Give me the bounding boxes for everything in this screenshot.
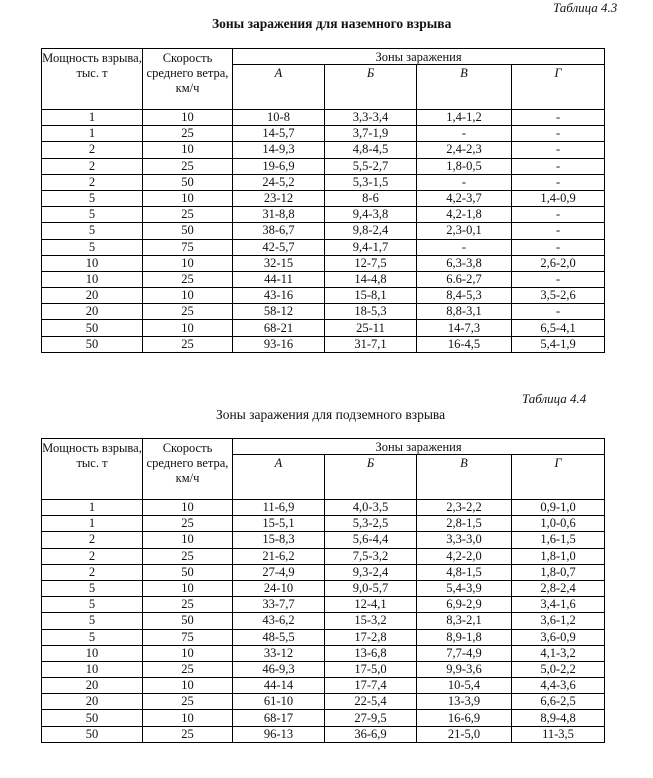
table-cell: 5,4-3,9	[417, 580, 512, 596]
table-cell: 9,4-1,7	[325, 239, 417, 255]
table-4-3-number: Таблица 4.3	[553, 0, 618, 15]
table-cell: 50	[42, 710, 143, 726]
table-cell: 96-13	[233, 726, 325, 742]
table-cell: 14-5,7	[233, 126, 325, 142]
table-cell: 25	[143, 271, 233, 287]
header-zone-a: А	[233, 455, 325, 500]
table-cell: 27-4,9	[233, 564, 325, 580]
table-cell: -	[417, 174, 512, 190]
table-cell: 3,6-1,2	[512, 613, 605, 629]
table-cell: 46-9,3	[233, 661, 325, 677]
table-cell: -	[512, 223, 605, 239]
table-cell: 4,0-3,5	[325, 500, 417, 516]
table-cell: 10	[143, 580, 233, 596]
header-power: Мощность взрыва, тыс. т	[42, 439, 143, 500]
table-cell: 10	[143, 255, 233, 271]
table-cell: -	[512, 174, 605, 190]
table-cell: -	[417, 239, 512, 255]
table-cell: 5,4-1,9	[512, 336, 605, 352]
table-row	[42, 516, 605, 532]
table-cell: -	[417, 126, 512, 142]
table-cell: 50	[143, 223, 233, 239]
table-cell: 44-11	[233, 271, 325, 287]
table-cell: 25	[143, 126, 233, 142]
table-cell: 33-7,7	[233, 597, 325, 613]
table-cell: 10	[143, 645, 233, 661]
table-row	[42, 694, 605, 710]
table-cell: 15-5,1	[233, 516, 325, 532]
table-cell: 31-8,8	[233, 207, 325, 223]
table-cell: 25	[143, 694, 233, 710]
header-zone-v: В	[417, 65, 512, 110]
table-cell: 48-5,5	[233, 629, 325, 645]
table-cell: 1,0-0,6	[512, 516, 605, 532]
table-cell: 8,9-1,8	[417, 629, 512, 645]
table-cell: 4,2-3,7	[417, 190, 512, 206]
table-cell: 10	[42, 271, 143, 287]
table-cell: 3,7-1,9	[325, 126, 417, 142]
header-zones: Зоны заражения	[233, 439, 605, 455]
table-row	[42, 336, 605, 352]
table-row	[42, 304, 605, 320]
header-zone-a: А	[233, 65, 325, 110]
table-cell: 10	[143, 190, 233, 206]
table-cell: 50	[143, 564, 233, 580]
table-cell: 4,2-1,8	[417, 207, 512, 223]
table-cell: 6,9-2,9	[417, 597, 512, 613]
table-row	[42, 190, 605, 206]
table-cell: 1	[42, 110, 143, 126]
table-cell: 17-7,4	[325, 678, 417, 694]
table-cell: 10-8	[233, 110, 325, 126]
table-row	[42, 645, 605, 661]
table-cell: 8,4-5,3	[417, 288, 512, 304]
table-cell: 15-8,3	[233, 532, 325, 548]
table-row	[42, 255, 605, 271]
table-cell: 14-4,8	[325, 271, 417, 287]
table-cell: 44-14	[233, 678, 325, 694]
table-cell: 5	[42, 629, 143, 645]
table-cell: 15-8,1	[325, 288, 417, 304]
table-cell: 93-16	[233, 336, 325, 352]
table-cell: 5	[42, 597, 143, 613]
table-cell: 15-3,2	[325, 613, 417, 629]
table-row	[42, 613, 605, 629]
ground-explosion-table	[41, 48, 605, 353]
table-cell: 14-7,3	[417, 320, 512, 336]
table-cell: 12-4,1	[325, 597, 417, 613]
table-cell: 25	[143, 304, 233, 320]
table-cell: 50	[42, 336, 143, 352]
table-row	[42, 726, 605, 742]
table-cell: 5,3-1,5	[325, 174, 417, 190]
header-zones: Зоны заражения	[233, 49, 605, 65]
table-cell: 1	[42, 516, 143, 532]
table-cell: 2,8-2,4	[512, 580, 605, 596]
table-cell: 21-5,0	[417, 726, 512, 742]
table-cell: 4,2-2,0	[417, 548, 512, 564]
table-cell: 2	[42, 142, 143, 158]
table-cell: 8,9-4,8	[512, 710, 605, 726]
table-row	[42, 288, 605, 304]
table-cell: 1	[42, 126, 143, 142]
table-cell: 10	[143, 678, 233, 694]
table-cell: -	[512, 110, 605, 126]
table-cell: 2	[42, 174, 143, 190]
table-row	[42, 597, 605, 613]
table-body	[42, 500, 605, 743]
table-cell: 24-10	[233, 580, 325, 596]
table-cell: 75	[143, 239, 233, 255]
table-cell: 38-6,7	[233, 223, 325, 239]
table-cell: 50	[42, 726, 143, 742]
header-wind-speed: Скорость среднего ветра, км/ч	[143, 49, 233, 110]
table-cell: 22-5,4	[325, 694, 417, 710]
header-wind-speed: Скорость среднего ветра, км/ч	[143, 439, 233, 500]
table-cell: 9,8-2,4	[325, 223, 417, 239]
table-cell: 14-9,3	[233, 142, 325, 158]
table-cell: 11-3,5	[512, 726, 605, 742]
table-row	[42, 580, 605, 596]
table-cell: 25	[143, 661, 233, 677]
table-row	[42, 320, 605, 336]
table-cell: -	[512, 207, 605, 223]
header-zone-b: Б	[325, 65, 417, 110]
table-cell: 9,0-5,7	[325, 580, 417, 596]
table-cell: 5	[42, 239, 143, 255]
table-body	[42, 110, 605, 353]
table-cell: 5	[42, 580, 143, 596]
table-cell: 32-15	[233, 255, 325, 271]
table-cell: 10	[143, 142, 233, 158]
table-cell: 25	[143, 158, 233, 174]
table-cell: 24-5,2	[233, 174, 325, 190]
table-cell: 42-5,7	[233, 239, 325, 255]
table-cell: 21-6,2	[233, 548, 325, 564]
table-cell: 3,4-1,6	[512, 597, 605, 613]
table-row	[42, 239, 605, 255]
table-cell: 13-6,8	[325, 645, 417, 661]
table-cell: -	[512, 271, 605, 287]
table-cell: 10-5,4	[417, 678, 512, 694]
table-cell: -	[512, 304, 605, 320]
table-row	[42, 661, 605, 677]
table-cell: 3,6-0,9	[512, 629, 605, 645]
table-cell: 1,6-1,5	[512, 532, 605, 548]
table-cell: 25	[143, 207, 233, 223]
table-row	[42, 710, 605, 726]
table-cell: 25	[143, 597, 233, 613]
table-cell: 2,3-2,2	[417, 500, 512, 516]
table-4-3-title: Зоны заражения для наземного взрыва	[212, 16, 452, 31]
table-cell: 5,0-2,2	[512, 661, 605, 677]
table-cell: -	[512, 158, 605, 174]
table-cell: 6,5-4,1	[512, 320, 605, 336]
table-cell: 1,8-1,0	[512, 548, 605, 564]
table-cell: 27-9,5	[325, 710, 417, 726]
table-cell: 20	[42, 288, 143, 304]
table-cell: 5,3-2,5	[325, 516, 417, 532]
table-row	[42, 223, 605, 239]
table-cell: 13-3,9	[417, 694, 512, 710]
table-cell: 8,3-2,1	[417, 613, 512, 629]
table-cell: 19-6,9	[233, 158, 325, 174]
table-cell: 17-2,8	[325, 629, 417, 645]
table-cell: 2	[42, 564, 143, 580]
table-cell: 4,8-4,5	[325, 142, 417, 158]
table-cell: 2	[42, 548, 143, 564]
table-cell: -	[512, 239, 605, 255]
table-cell: 5	[42, 223, 143, 239]
table-cell: 25	[143, 336, 233, 352]
table-cell: 1,4-0,9	[512, 190, 605, 206]
table-cell: 9,4-3,8	[325, 207, 417, 223]
table-cell: 10	[42, 661, 143, 677]
table-cell: 50	[143, 174, 233, 190]
table-cell: 18-5,3	[325, 304, 417, 320]
table-cell: 25-11	[325, 320, 417, 336]
table-cell: 10	[143, 500, 233, 516]
table-cell: 8-6	[325, 190, 417, 206]
table-cell: 5,6-4,4	[325, 532, 417, 548]
table-cell: 2,3-0,1	[417, 223, 512, 239]
table-cell: 11-6,9	[233, 500, 325, 516]
table-row	[42, 271, 605, 287]
table-cell: 23-12	[233, 190, 325, 206]
table-cell: 2	[42, 158, 143, 174]
table-cell: 20	[42, 694, 143, 710]
table-cell: 33-12	[233, 645, 325, 661]
header-zone-v: В	[417, 455, 512, 500]
table-cell: 4,8-1,5	[417, 564, 512, 580]
table-cell: 3,3-3,0	[417, 532, 512, 548]
table-cell: 10	[143, 110, 233, 126]
table-cell: 2	[42, 532, 143, 548]
table-cell: 10	[143, 710, 233, 726]
table-cell: 10	[143, 320, 233, 336]
table-row	[42, 110, 605, 126]
table-cell: 6.6-2,7	[417, 271, 512, 287]
table-cell: 2,4-2,3	[417, 142, 512, 158]
table-cell: 43-16	[233, 288, 325, 304]
table-cell: 10	[42, 645, 143, 661]
table-cell: 16-6,9	[417, 710, 512, 726]
table-cell: 10	[42, 255, 143, 271]
table-cell: 1,8-0,5	[417, 158, 512, 174]
table-cell: 31-7,1	[325, 336, 417, 352]
table-cell: 3,3-3,4	[325, 110, 417, 126]
table-cell: 9,3-2,4	[325, 564, 417, 580]
table-cell: 12-7,5	[325, 255, 417, 271]
table-cell: 3,5-2,6	[512, 288, 605, 304]
underground-explosion-table	[41, 438, 605, 743]
table-row	[42, 629, 605, 645]
table-cell: 68-21	[233, 320, 325, 336]
table-cell: 4,4-3,6	[512, 678, 605, 694]
table-cell: 7,5-3,2	[325, 548, 417, 564]
table-cell: 10	[143, 288, 233, 304]
table-row	[42, 678, 605, 694]
table-cell: 5	[42, 613, 143, 629]
header-zone-b: Б	[325, 455, 417, 500]
table-cell: -	[512, 142, 605, 158]
table-cell: 9,9-3,6	[417, 661, 512, 677]
table-cell: 10	[143, 532, 233, 548]
table-cell: 6,3-3,8	[417, 255, 512, 271]
table-cell: 20	[42, 304, 143, 320]
table-cell: 6,6-2,5	[512, 694, 605, 710]
table-row	[42, 500, 605, 516]
table-cell: 5	[42, 207, 143, 223]
header-zone-g: Г	[512, 65, 605, 110]
table-cell: 61-10	[233, 694, 325, 710]
table-cell: 50	[143, 613, 233, 629]
table-row	[42, 174, 605, 190]
table-cell: 75	[143, 629, 233, 645]
table-cell: 4,1-3,2	[512, 645, 605, 661]
table-cell: 8,8-3,1	[417, 304, 512, 320]
table-cell: 2,8-1,5	[417, 516, 512, 532]
table-row	[42, 142, 605, 158]
header-zone-g: Г	[512, 455, 605, 500]
table-cell: 43-6,2	[233, 613, 325, 629]
table-row	[42, 207, 605, 223]
table-cell: -	[512, 126, 605, 142]
table-cell: 17-5,0	[325, 661, 417, 677]
table-cell: 58-12	[233, 304, 325, 320]
table-row	[42, 126, 605, 142]
table-cell: 25	[143, 726, 233, 742]
table-4-4-title: Зоны заражения для подземного взрыва	[216, 407, 446, 422]
table-row	[42, 548, 605, 564]
table-row	[42, 532, 605, 548]
table-cell: 25	[143, 516, 233, 532]
table-cell: 1	[42, 500, 143, 516]
table-cell: 20	[42, 678, 143, 694]
table-cell: 1,4-1,2	[417, 110, 512, 126]
table-cell: 68-17	[233, 710, 325, 726]
table-cell: 0,9-1,0	[512, 500, 605, 516]
table-cell: 2,6-2,0	[512, 255, 605, 271]
table-row	[42, 158, 605, 174]
table-4-4-number: Таблица 4.4	[522, 391, 587, 406]
table-row	[42, 564, 605, 580]
table-cell: 25	[143, 548, 233, 564]
table-cell: 1,8-0,7	[512, 564, 605, 580]
header-power: Мощность взрыва, тыс. т	[42, 49, 143, 110]
table-cell: 7,7-4,9	[417, 645, 512, 661]
table-cell: 50	[42, 320, 143, 336]
table-cell: 36-6,9	[325, 726, 417, 742]
table-cell: 5,5-2,7	[325, 158, 417, 174]
table-cell: 5	[42, 190, 143, 206]
table-cell: 16-4,5	[417, 336, 512, 352]
